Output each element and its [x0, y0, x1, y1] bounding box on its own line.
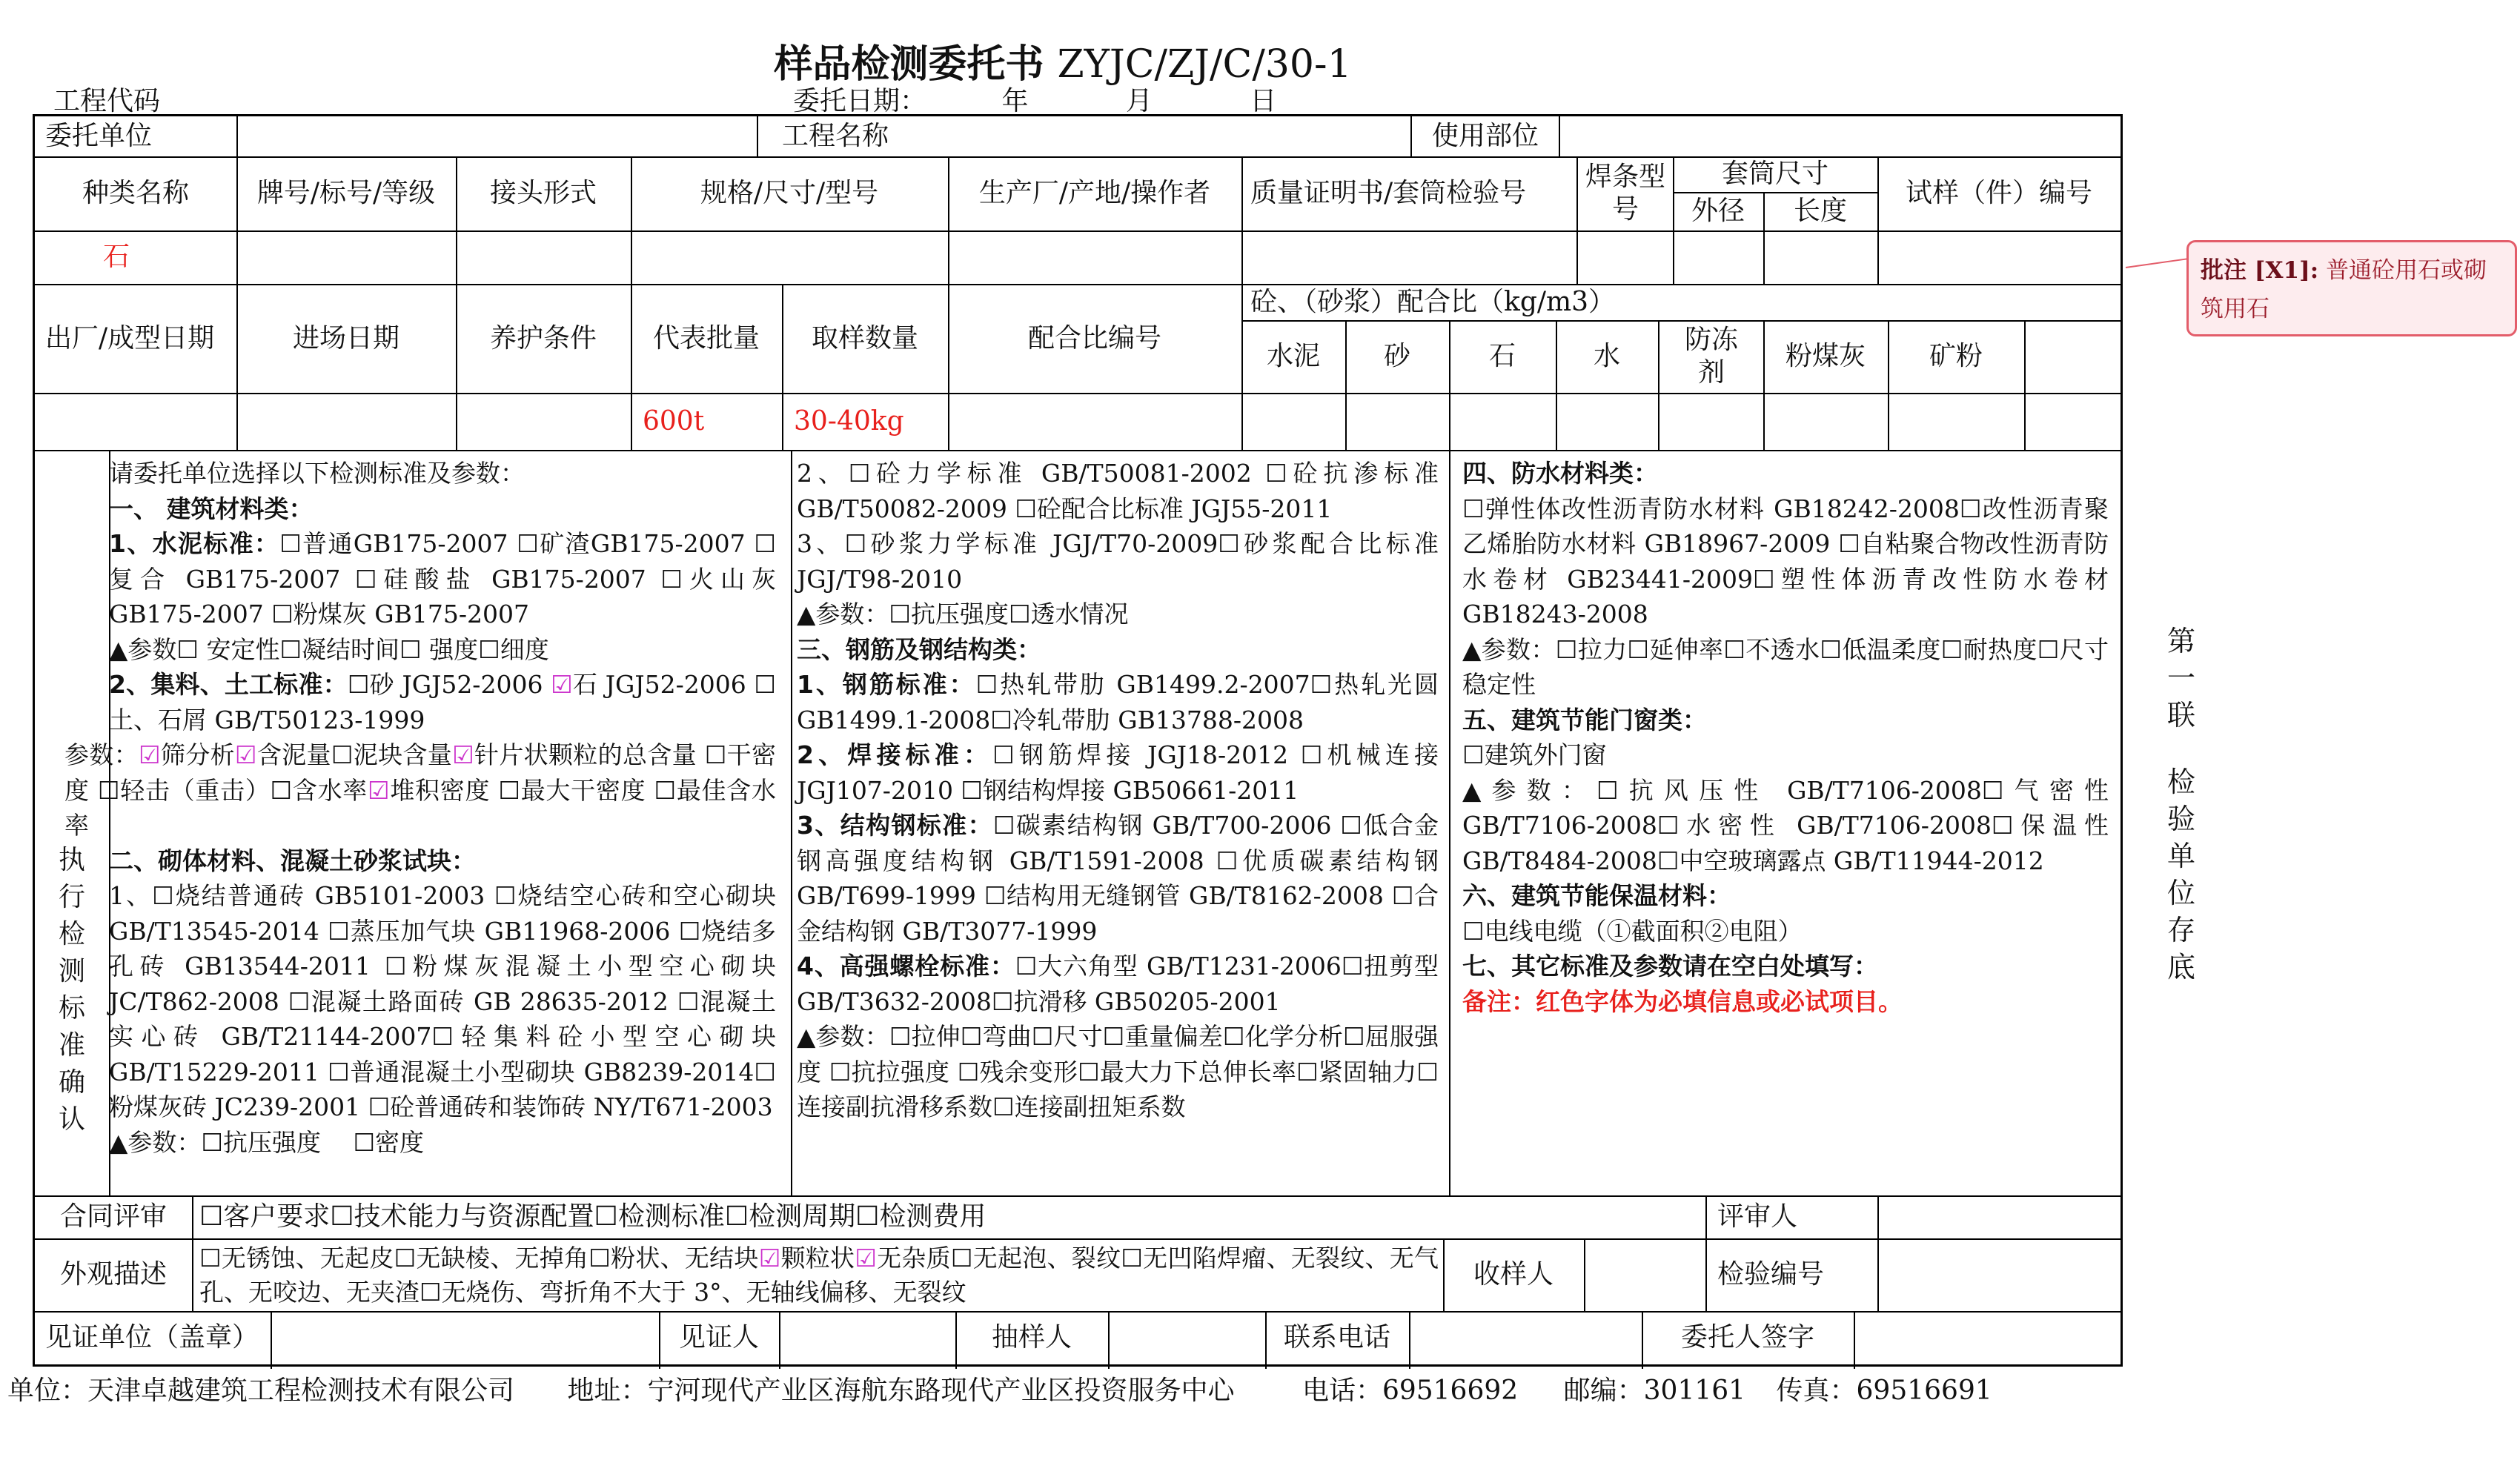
- footer-address: 地址：宁河现代产业区海航东路现代产业区投资服务中心: [567, 1376, 1235, 1406]
- window-standards[interactable]: ☐建筑外门窗: [1462, 740, 1607, 769]
- footer: [7, 1370, 1992, 1407]
- sieve-checkbox[interactable]: ☑: [139, 740, 161, 769]
- comment-connector: [2126, 258, 2187, 268]
- witness-unit-label: 见证单位（盖章）: [45, 1322, 259, 1353]
- weld-standards[interactable]: ☐钢筋焊接 JGJ18-2012 ☐机械连接 JGJ107-2010 ☐钢结构焊接 GB50661-2011: [797, 740, 1439, 805]
- contract-review-label: 合同评审: [59, 1201, 167, 1232]
- no-impurity-checkbox[interactable]: ☑: [855, 1244, 877, 1272]
- waterproof-params[interactable]: ▲参数：☐拉力☐延伸率☐不透水☐低温柔度☐耐热度☐尺寸稳定性: [1462, 634, 2109, 699]
- header-factory-date: 出厂/成型日期: [45, 322, 215, 354]
- header-stone: 石: [1488, 341, 1516, 371]
- footer-phone: 电话：69516692: [1302, 1376, 1519, 1406]
- signer-label: 委托人签字: [1680, 1322, 1814, 1353]
- witness-label: 见证人: [678, 1322, 759, 1353]
- cement-params[interactable]: ▲参数☐ 安定性☐凝结时间☐ 强度☐细度: [109, 634, 549, 664]
- header-kind: 种类名称: [82, 178, 189, 208]
- footer-fax: 传真：69516691: [1776, 1376, 1992, 1406]
- header-batch: 代表批量: [652, 322, 760, 354]
- concrete-standards[interactable]: 2、☐砼力学标准 GB/T50081-2002 ☐砼抗渗标准 GB/T50082-2009 ☐砼配合比标准 JGJ55-2011: [797, 459, 1439, 523]
- entrust-date-month: 月: [1125, 86, 1153, 116]
- section-steel: 三、钢筋及钢结构类：: [797, 634, 1041, 664]
- stone-checkbox[interactable]: ☑: [551, 670, 573, 699]
- header-mix-no: 配合比编号: [1027, 322, 1161, 354]
- phone-label: 联系电话: [1283, 1322, 1390, 1353]
- header-maker: 生产厂/产地/操作者: [978, 178, 1211, 208]
- intro-text: 请委托单位选择以下检测标准及参数：: [109, 459, 525, 488]
- qty-value[interactable]: 30-40kg: [794, 405, 904, 437]
- cement-standards[interactable]: ☐普通GB175-2007 ☐矿渣GB175-2007 ☐复合 GB175-2007 ☐硅酸盐 GB175-2007 ☐火山灰 GB175-2007 ☐粉煤灰 GB175-2007: [109, 529, 776, 628]
- client-field[interactable]: [238, 116, 757, 156]
- client-label: 委托单位: [45, 121, 153, 151]
- inspect-no-label: 检验编号: [1717, 1259, 1825, 1290]
- appearance-label: 外观描述: [59, 1259, 167, 1290]
- section-building-materials: 一、 建筑材料类：: [109, 494, 314, 523]
- footer-unit: 单位：天津卓越建筑工程检测技术有限公司: [7, 1376, 515, 1406]
- witness-field[interactable]: [780, 1311, 955, 1364]
- header-outer: 外径: [1691, 196, 1745, 226]
- header-joint: 接头形式: [489, 178, 597, 208]
- section-masonry: 二、砌体材料、混凝土砂浆试块：: [109, 846, 476, 875]
- mortar-params[interactable]: ▲参数：☐抗压强度☐透水情况: [797, 600, 1129, 628]
- entrust-date-year: 年: [1001, 86, 1029, 116]
- section-other: 七、其它标准及参数请在空白处填写：: [1462, 952, 1878, 980]
- waterproof-standards[interactable]: ☐弹性体改性沥青防水材料 GB18242-2008☐改性沥青聚乙烯胎防水材料 GB18967-2009 ☐自粘聚合物改性沥青防水卷材 GB23441-2009☐塑性体沥青改性防水卷材 GB18243-2008: [1462, 494, 2109, 628]
- masonry-standards[interactable]: 1、☐烧结普通砖 GB5101-2003 ☐烧结空心砖和空心砌块 GB/T13545-2014 ☐蒸压加气块 GB11968-2006 ☐烧结多孔砖 GB13544-2011 ☐粉煤灰混凝土小型空心砌块 JC/T862-2008 ☐混凝土路面砖 GB 28635-2012 ☐混凝土实心砖 GB/T21144-2007☐轻集料砼小型空心砌块 GB/T15229-2011 ☐普通混凝土小型砌块 GB8239-2014☐粉煤灰砖 JC239-2001 ☐砼普通砖和装饰砖 NY/T671-2003: [109, 881, 776, 1121]
- entrust-date-day: 日: [1250, 86, 1277, 116]
- appearance-options[interactable]: ☐无锈蚀、无起皮☐无缺棱、无掉角☐粉状、无结块☑颗粒状☑无杂质☐无起泡、裂纹☐无凹陷焊瘤、无裂纹、无气孔、无咬边、无夹渣☐无烧伤、弯折角不大于 3°、无轴线偏移、无裂纹: [199, 1244, 1439, 1307]
- receiver-label: 收样人: [1473, 1259, 1554, 1290]
- entrust-form: [33, 114, 2123, 1367]
- spec-field[interactable]: [632, 230, 946, 284]
- sampler-field[interactable]: [1110, 1311, 1265, 1364]
- exec-standard-label: 执 行 检 测 标 准 确 认: [58, 845, 85, 1135]
- header-weld: 焊条型号: [1585, 162, 1666, 225]
- kind-value[interactable]: 石: [102, 242, 130, 272]
- project-code-label: 工程代码: [53, 86, 161, 116]
- use-location-label: 使用部位: [1431, 121, 1539, 151]
- contract-review-options[interactable]: ☐客户要求☐技术能力与资源配置☐检测标准☐检测周期☐检测费用: [199, 1201, 987, 1232]
- comment-text: 普通砼用石或砌筑用石: [2201, 257, 2487, 322]
- header-water: 水: [1593, 341, 1620, 371]
- mortar-standards[interactable]: 3、☐砂浆力学标准 JGJ/T70-2009☐砂浆配合比标准 JGJ/T98-2010: [797, 529, 1439, 594]
- needle-flake-checkbox[interactable]: ☑: [452, 740, 474, 769]
- phone-field[interactable]: [1410, 1311, 1642, 1364]
- bolt-standards[interactable]: ☐大六角型 GB/T1231-2006☐扭剪型 GB/T3632-2008☐抗滑移 GB50205-2001: [797, 952, 1439, 1016]
- entrust-date: [793, 80, 1276, 118]
- mud-content-checkbox[interactable]: ☑: [234, 740, 257, 769]
- rebar-standards[interactable]: ☐热轧带肋 GB1499.2-2007☐热轧光圆 GB1499.1-2008☐冷轧带肋 GB13788-2008: [797, 670, 1439, 734]
- cert-field[interactable]: [1243, 230, 1575, 284]
- header-mix-ratio: 砼、（砂浆）配合比（kg/m3）: [1250, 286, 1616, 317]
- masonry-params[interactable]: ▲参数：☐抗压强度 ☐密度: [109, 1127, 425, 1157]
- granular-checkbox[interactable]: ☑: [758, 1244, 781, 1272]
- header-flyash: 粉煤灰: [1785, 341, 1866, 371]
- section-waterproof: 四、防水材料类：: [1462, 459, 1658, 488]
- header-brand: 牌号/标号/等级: [256, 178, 436, 208]
- reviewer-field[interactable]: [1879, 1195, 2121, 1238]
- insulation-standards[interactable]: ☐电线电缆（①截面积②电阻）: [1462, 916, 1803, 946]
- header-sleeve: 套筒尺寸: [1721, 159, 1828, 189]
- inspect-no-field[interactable]: [1879, 1238, 2121, 1311]
- comment-balloon[interactable]: [2186, 240, 2517, 336]
- steel-params[interactable]: ▲参数：☐拉伸☐弯曲☐尺寸☐重量偏差☐化学分析☐屈服强度 ☐抗拉强度 ☐残余变形☐最大力下总伸长率☐紧固轴力☐连接副抗滑移系数☐连接副扭矩系数: [797, 1022, 1439, 1121]
- header-length: 长度: [1793, 196, 1847, 226]
- sample-no-field[interactable]: [1879, 230, 2121, 284]
- footer-postcode: 邮编：301161: [1563, 1376, 1746, 1406]
- header-qty: 取样数量: [811, 322, 918, 354]
- section-insulation: 六、建筑节能保温材料：: [1462, 881, 1731, 910]
- entrust-date-label: 委托日期：: [793, 86, 927, 116]
- header-sample-no: 试样（件）编号: [1905, 178, 2092, 208]
- header-slag: 矿粉: [1929, 341, 1983, 371]
- header-sand: 砂: [1383, 341, 1410, 371]
- header-cert: 质量证明书/套筒检验号: [1250, 178, 1527, 208]
- brand-field[interactable]: [238, 230, 454, 284]
- structural-steel-standards[interactable]: ☐碳素结构钢 GB/T700-2006 ☐低合金钢高强度结构钢 GB/T1591-2008 ☐优质碳素结构钢 GB/T699-1999 ☐结构用无缝钢管 GB/T8162-2008 ☐合金结构钢 GB/T3077-1999: [797, 811, 1439, 946]
- header-curing: 养护条件: [489, 322, 597, 354]
- header-cement: 水泥: [1266, 341, 1320, 371]
- batch-value[interactable]: 600t: [643, 405, 705, 437]
- copy-label-vertical: 第 一 联 检 验 单 位 存 底: [2166, 625, 2195, 983]
- receiver-field[interactable]: [1585, 1238, 1705, 1311]
- reviewer-label: 评审人: [1717, 1201, 1798, 1232]
- window-params[interactable]: ▲参数：☐抗风压性 GB/T7106-2008☐气密性 GB/T7106-2008☐水密性 GB/T7106-2008☐保温性 GB/T8484-2008☐中空玻璃露点 GB/T11944-2012: [1462, 775, 2109, 875]
- remark-note: 备注：红色字体为必填信息或必试项目。: [1462, 986, 1903, 1016]
- maker-field[interactable]: [949, 230, 1240, 284]
- use-location-field[interactable]: [1560, 116, 2121, 156]
- signer-field[interactable]: [1855, 1311, 2121, 1364]
- bulk-density-checkbox[interactable]: ☑: [368, 775, 390, 805]
- standards-col-2: 2、☐砼力学标准 GB/T50081-2002 ☐砼抗渗标准 GB/T50082-2009 ☐砼配合比标准 JGJ55-2011 3、☐砂浆力学标准 JGJ/T70-2009☐砂浆配合比标准 JGJ/T98-2010 ▲参数：☐抗压强度☐透水情况 三、钢筋及钢结构类： 1、钢筋标准：☐热轧带肋 GB1499.2-2007☐热轧光圆 GB1499.1-2008☐冷轧带肋 GB13788-2008 2、焊接标准：☐钢筋焊接 JGJ18-2012 ☐机械连接 JGJ107-2010 ☐钢结构焊接 GB50661-2011 3、结构钢标准：☐碳素结构钢 GB/T700-2006 ☐低合金钢高强度结构钢 GB/T1591-2008 ☐优质碳素结构钢 GB/T699-1999 ☐结构用无缝钢管 GB/T8162-2008 ☐合金结构钢 GB/T3077-1999 4、高强螺栓标准：☐大六角型 GB/T1231-2006☐扭剪型 GB/T3632-2008☐抗滑移 GB50205-2001 ▲参数：☐拉伸☐弯曲☐尺寸☐重量偏差☐化学分析☐屈服强度 ☐抗拉强度 ☐残余变形☐最大力下总伸长率☐紧固轴力☐连接副抗滑移系数☐连接副扭矩系数: [797, 456, 1439, 1125]
- title-main: 样品检测委托书: [774, 42, 1044, 87]
- header-spec: 规格/尺寸/型号: [700, 178, 879, 208]
- project-name-label: 工程名称: [782, 121, 889, 151]
- standards-col-3: [1462, 456, 2109, 1019]
- section-windows: 五、建筑节能门窗类：: [1462, 705, 1707, 734]
- standards-col-1: 请委托单位选择以下检测标准及参数： 一、 建筑材料类： 1、水泥标准：☐普通GB175-2007 ☐矿渣GB175-2007 ☐复合 GB175-2007 ☐硅酸盐 GB175-2007 ☐火山灰 GB175-2007 ☐粉煤灰 GB175-2007 ▲参数☐ 安定性☐凝结时间☐ 强度☐细度 2、集料、土工标准：☐砂 JGJ52-2006 ☑石 JGJ52-2006 ☐土、石屑 GB/T50123-1999 参数：☑筛分析☑含泥量☐泥块含量☑针片状颗粒的总含量 ☐干密度 ☐轻击（重击）☐含水率☑堆积密度 ☐最大干密度 ☐最佳含水率 二、砌体材料、混凝土砂浆试块： 1、☐烧结普通砖 GB5101-2003 ☐烧结空心砖和空心砌块 GB/T13545-2014 ☐蒸压加气块 GB11968-2006 ☐烧结多孔砖 GB13544-2011 ☐粉煤灰混凝土小型空心砌块 JC/T862-2008 ☐混凝土路面砖 GB 28635-2012 ☐混凝土实心砖 GB/T21144-2007☐轻集料砼小型空心砌块 GB/T15229-2011 ☐普通混凝土小型砌块 GB8239-2014☐粉煤灰砖 JC239-2001 ☐砼普通砖和装饰砖 NY/T671-2003 ▲参数：☐抗压强度 ☐密度: [109, 456, 776, 1160]
- comment-tag: 批注 [X1]:: [2201, 257, 2319, 284]
- sampler-label: 抽样人: [991, 1322, 1072, 1353]
- witness-unit-field[interactable]: [272, 1311, 659, 1364]
- header-entry-date: 进场日期: [292, 322, 399, 354]
- header-antifreeze: 防冻剂: [1684, 325, 1738, 388]
- joint-field[interactable]: [457, 230, 629, 284]
- title-code: ZYJC/ZJ/C/30-1: [1057, 42, 1352, 87]
